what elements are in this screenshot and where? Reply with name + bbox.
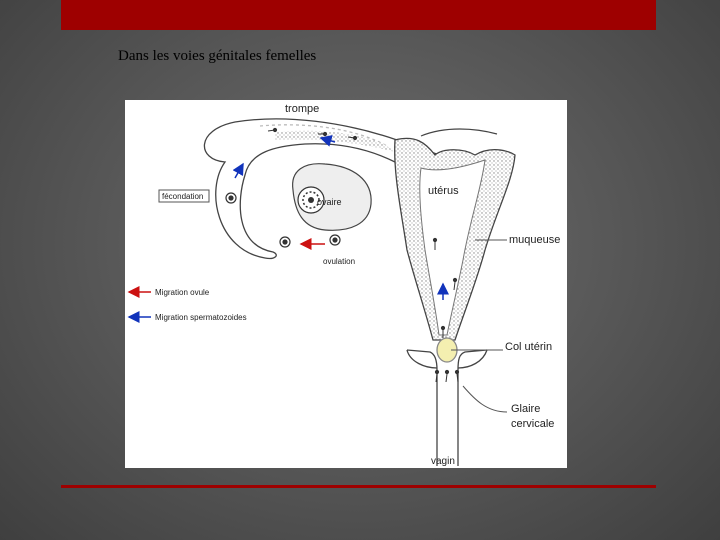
label-uterus: utérus [428,185,459,197]
legend-ovule-label: Migration ovule [155,288,210,297]
label-ovulation: ovulation [323,257,356,266]
label-ovaire: ovaire [317,197,342,207]
bottom-accent-line [61,485,656,488]
label-trompe: trompe [285,103,320,115]
label-glaire: Glaire [511,403,541,415]
label-col-uterin: Col utérin [505,341,553,353]
label-muqueuse: muqueuse [509,234,561,246]
slide-title: Dans les voies génitales femelles [118,48,317,64]
label-cervicale: cervicale [511,418,555,430]
label-fecondation: fécondation [162,192,204,201]
reproductive-tract-diagram [125,100,567,468]
label-vagin: vagin [431,456,455,467]
cervix-vagina [407,338,487,466]
sperm-arrow-tube [235,164,243,178]
uterus [395,129,515,340]
legend-sperm-label: Migration spermatozoides [155,313,247,322]
legend [129,288,247,322]
top-accent-bar [61,0,656,30]
